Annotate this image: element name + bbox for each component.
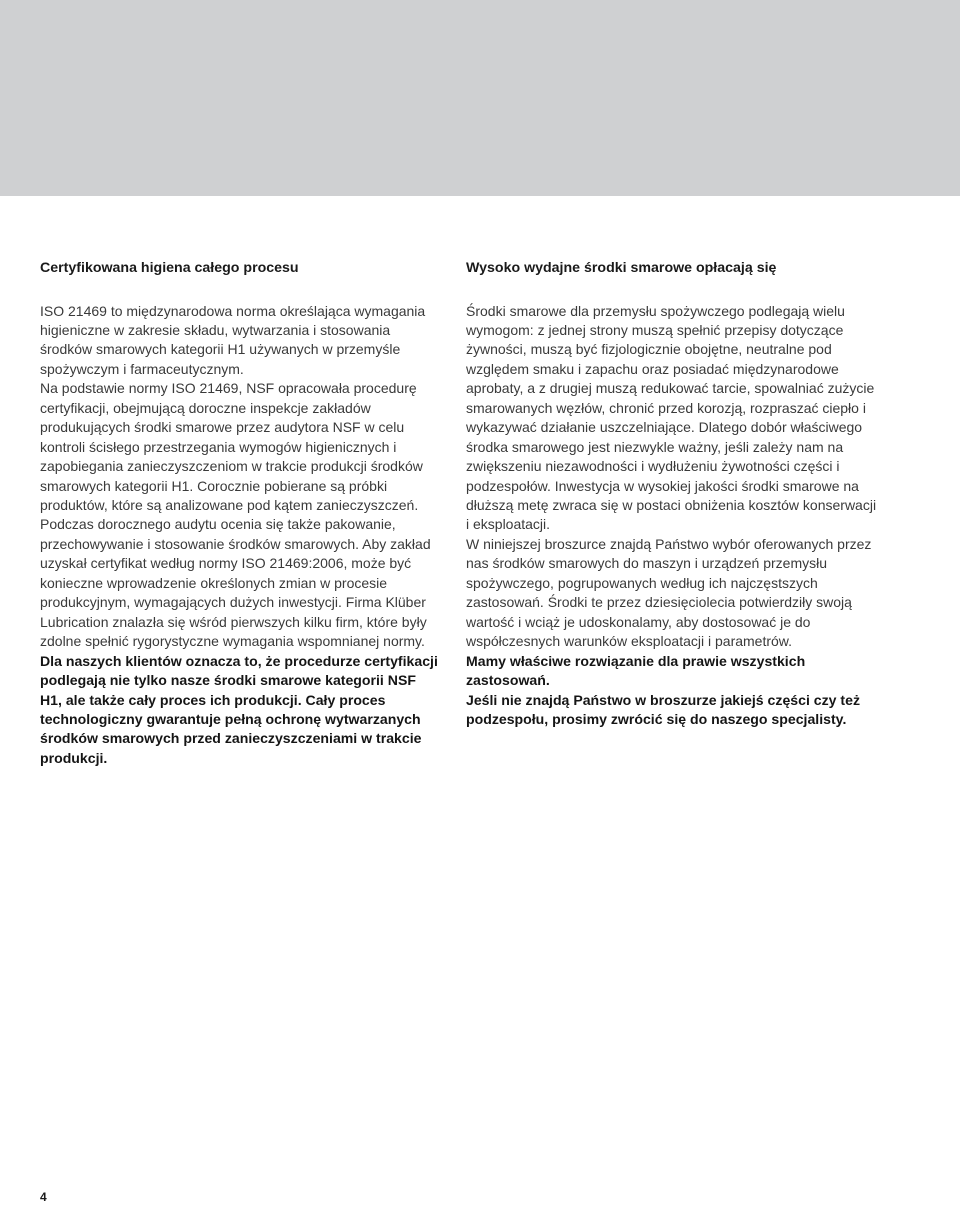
right-column — [466, 259, 878, 729]
left-heading: Certyfikowana higiena całego procesu — [40, 260, 299, 276]
right-paragraph-1: Środki smarowe dla przemysłu spożywczego podlegają wielu wymogom: z jednej strony muszą spełnić przepisy dotyczące żywności, muszą być fizjologicznie obojętne, neutralne pod względem smaku i zapachu oraz posiadać międzynarodowe aprobaty, a z drugiej muszą redukować tarcie, spowalniać zużycie smarowanych węzłów, chronić przed korozją, rozpraszać ciepło i wykazywać działanie uszczelniające. Dlatego dobór właściwego środka smarowego jest niezwykle ważny, jeśli zależy nam na zwiększeniu niezawodności i wydłużeniu żywotności części i podzespołów. Inwestycja w wysokiej jakości środki smarowe na dłuższą metę zwraca się w postaci obniżenia kosztów konserwacji i eksploatacji. — [466, 302, 877, 533]
right-paragraph-4: Jeśli nie znajdą Państwo w broszurze jakiejś części czy też podzespołu, prosimy zwrócić się do naszego specjalisty. — [466, 691, 861, 728]
right-heading: Wysoko wydajne środki smarowe opłacają się — [466, 260, 777, 276]
left-column — [40, 259, 438, 768]
page-number: 4 — [40, 1190, 47, 1204]
header-band — [0, 0, 960, 196]
right-paragraph-3: Mamy właściwe rozwiązanie dla prawie wszystkich zastosowań. — [466, 652, 806, 689]
left-paragraph-3: Dla naszych klientów oznacza to, że procedurze certyfikacji podlegają nie tylko nasze środki smarowe kategorii NSF H1, ale także cały proces ich produkcji. Cały proces technologiczny gwarantuje pełną ochronę wytwarzanych środków smarowych przed zanieczyszczeniami w trakcie produkcji. — [40, 652, 438, 766]
right-paragraph-2: W niniejszej broszurce znajdą Państwo wybór oferowanych przez nas środków smarowych do maszyn i urządzeń przemysłu spożywczego, pogrupowanych według ich najczęstszych zastosowań. Środki te przez dziesięciolecia potwierdziły swoją wartość i wciąż je udoskonalamy, aby dostosować je do współczesnych warunków eksploatacji i parametrów. — [466, 535, 872, 650]
left-paragraph-2: Na podstawie normy ISO 21469, NSF opracowała procedurę certyfikacji, obejmującą doroczne inspekcje zakładów produkujących środki smarowe przez audytora NSF w celu kontroli ścisłego przestrzegania wymogów higienicznych i zapobiegania zanieczyszczeniom w trakcie produkcji środków smarowych kategorii H1. Corocznie pobierane są próbki produktów, które są analizowane pod kątem zanieczyszczeń. Podczas dorocznego audytu ocenia się także pakowanie, przechowywanie i stosowanie środków smarowych. Aby zakład uzyskał certyfikat według normy ISO 21469:2006, może być konieczne wprowadzenie określonych zmian w procesie produkcyjnym, wymagających dużych inwestycji. Firma Klüber Lubrication znalazła się wśród pierwszych kilku firm, które były zdolne spełnić rygorystyczne wymagania wspomnianej normy. — [40, 380, 431, 650]
left-paragraph-1: ISO 21469 to międzynarodowa norma określająca wymagania higieniczne w zakresie składu, wytwarzania i stosowania środków smarowych kategorii H1 używanych w przemyśle spożywczym i farmaceutycznym. — [40, 302, 426, 377]
